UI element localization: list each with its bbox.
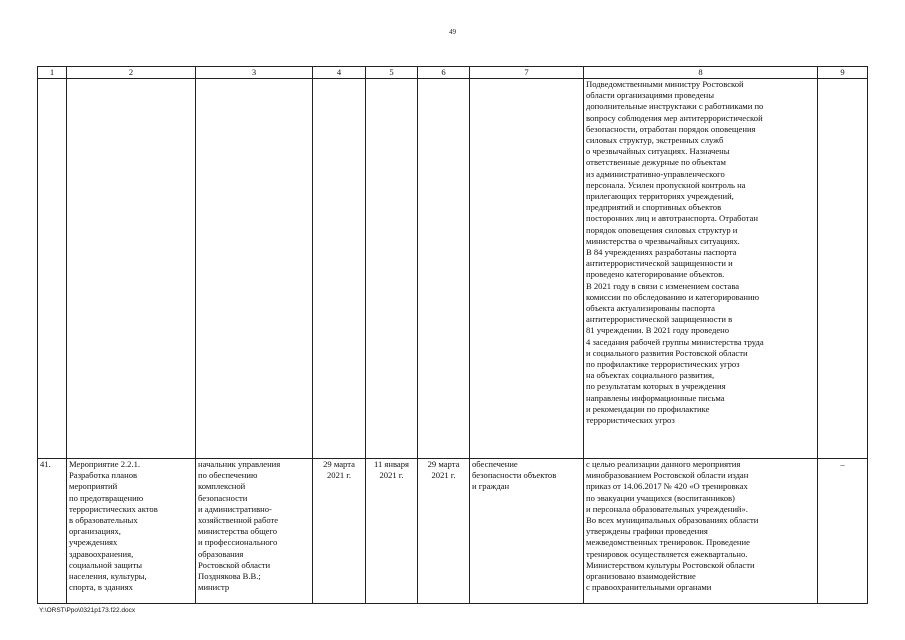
text-line: 4 заседания рабочей группы министерства труда [586,336,764,347]
note-cell: – [818,459,868,604]
text-line: и персонала образовательных учреждений». [586,503,748,514]
page-number: 49 [449,28,456,36]
text-line: антитеррористической защищенности и [586,258,733,269]
text-line: Позднякова В.В.; [198,571,261,582]
text-line: и социального развития Ростовской области [586,347,748,358]
text-line: террористических актов [69,503,158,514]
text-line: Разработка планов [69,470,138,481]
text-line: организовано взаимодействие [586,571,696,582]
text-line: министерства о чрезвычайных ситуациях. [586,235,740,246]
text-line: 2021 г. [379,470,404,481]
date-cell [366,459,418,604]
text-line: мероприятий [69,481,118,492]
text-line: тренировок осуществляется ежеквартально. [586,548,748,559]
text-line: министерства общего [198,526,278,537]
text-line: с целью реализации данного мероприятия [586,459,741,469]
text-line: по эвакуации учащихся (воспитанников) [586,492,735,503]
text-line: антитеррористической защищенности в [586,314,733,325]
text-line: Мероприятие 2.2.1. [69,459,141,469]
text-line: обеспечение [472,459,518,469]
text-line: 81 учреждении. В 2021 году проведено [586,325,730,336]
text-line: минобразованием Ростовской области издан [586,470,749,481]
column-number: 9 [818,67,868,79]
text-line: комиссии по обследованию и категорированию [586,291,760,302]
text-line: Ростовской области [198,559,271,570]
text-line: безопасности объектов [472,470,557,481]
table-row-continuation [38,79,868,459]
column-number: 1 [38,67,67,79]
row-number: 41. [38,459,67,604]
table-row-41 [38,459,868,604]
text-line: и рекомендации по профилактике [586,403,710,414]
text-line: 29 марта [427,459,460,469]
text-line: образования [198,548,244,559]
text-line: по предотвращению [69,492,144,503]
column-number: 7 [470,67,584,79]
expected-result-cell [470,459,584,604]
text-line: межведомственных тренировок. Проведение [586,537,750,548]
text-line: террористических угроз [586,415,675,426]
text-line: проведено категорирование объектов. [586,269,725,280]
date-cell [313,459,366,604]
text-line: направлены информационные письма [586,392,725,403]
text-line: и административно- [198,503,272,514]
text-line: здравоохранения, [69,548,134,559]
text-line: в образовательных [69,515,138,526]
text-line: Министерством культуры Ростовской области [586,559,755,570]
text-line: области организациями проведены [586,90,715,101]
text-line: социальной защиты [69,559,143,570]
column-number: 6 [418,67,470,79]
result-cell [584,459,818,604]
text-line: силовых структур, экстренных служб [586,135,724,146]
file-path-footer: Y:\ORST\Ppo\0321p173.f22.docx [39,607,136,614]
text-line: В 84 учреждениях разработаны паспорта [586,247,737,258]
text-line: безопасности [198,492,248,503]
text-line: Во всех муниципальных образованиях области [586,515,759,526]
text-line: учреждениях [69,537,118,548]
text-line: на объектах социального развития, [586,370,715,381]
text-line: 2021 г. [326,470,352,481]
text-line: объекта актуализированы паспорта [586,303,715,314]
text-line: и граждан [472,481,510,492]
text-line: посторонних лиц и автотранспорта. Отработан [586,213,759,224]
report-table [37,66,868,604]
text-line: В 2021 году в связи с изменением состава [586,280,740,291]
text-line: безопасности, отработан порядок оповещения [586,123,756,134]
text-line: хозяйственной работе [198,515,279,526]
column-number-row [38,67,868,79]
responsible-cell [196,459,313,604]
text-line: вопросу соблюдения мер антитеррористической [586,112,763,123]
text-line: прилегающих территориях учреждений, [586,191,734,202]
text-line: 11 января [374,459,409,469]
column-number: 4 [313,67,366,79]
text-line: по обеспечению [198,470,258,481]
text-line: начальник управления [198,459,281,469]
text-line: порядок оповещения силовых структур и [586,224,738,235]
text-line: по профилактике террористических угроз [586,359,740,370]
result-cell [584,79,818,459]
text-line: организациях, [69,526,121,537]
text-line: персонала. Усилен пропускной контроль на [586,179,746,190]
column-number: 3 [196,67,313,79]
text-line: спорта, в зданиях [69,582,133,593]
text-line: из административно-управленческого [586,168,725,179]
text-line: с правоохранительными органами [586,582,712,593]
text-line: ответственные дежурные по объектам [586,157,726,168]
column-number: 2 [67,67,196,79]
text-line: 29 марта [323,459,355,469]
measure-cell [67,459,196,604]
text-line: по результатам которых в учреждения [586,381,726,392]
text-line: предприятий и спортивных объектов [586,202,722,213]
text-line: и профессионального [198,537,278,548]
text-line: утверждены графики проведения [586,526,708,537]
date-cell [418,459,470,604]
text-line: комплексной [198,481,246,492]
text-line: Подведомственными министру Ростовской [586,79,744,89]
column-number: 8 [584,67,818,79]
text-line: министр [198,582,230,593]
text-line: дополнительные инструктажи с работниками по [586,101,764,112]
text-line: населения, культуры, [69,571,147,582]
column-number: 5 [366,67,418,79]
text-line: о чрезвычайных ситуациях. Назначены [586,146,730,157]
text-line: приказ от 14.06.2017 № 420 «О тренировках [586,481,748,492]
text-line: 2021 г. [431,470,456,481]
